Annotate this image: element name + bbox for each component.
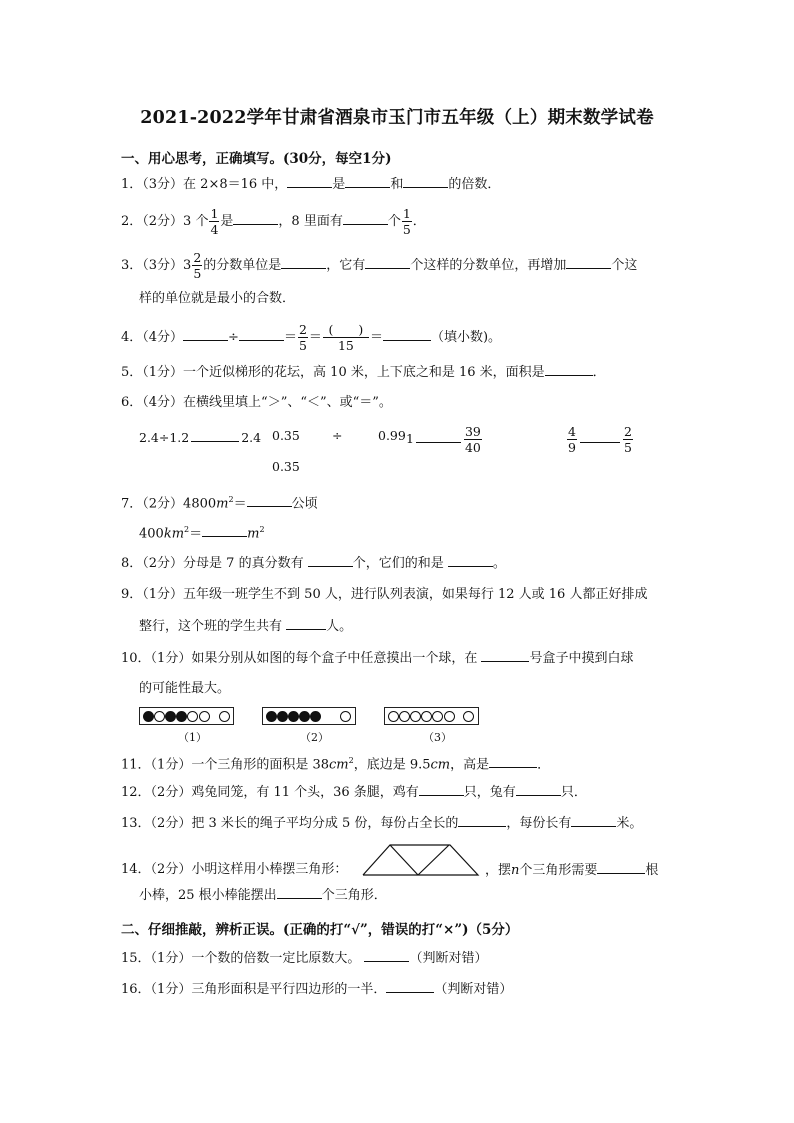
black-ball (277, 711, 288, 722)
question-4: 4．（4分） ÷ ＝ $\frac{2}{5}$ ＝ $\frac{( )}{15}$ ＝ （填小数)。 (121, 322, 502, 353)
compare-4 (566, 424, 634, 455)
outline-stick (363, 845, 478, 875)
question-3: 3．（3分）3 $\frac{2}{5}$ 的分数单位是 ，它有 个这样的分数单位，再增加 个这 (121, 250, 638, 281)
question-6: 6．（4分）在横线里填上“＞”、“＜”、或“＝”。 (121, 395, 392, 410)
question-9-line2: 整行，这个班的学生共有 人。 (139, 616, 352, 637)
white-ball (444, 711, 455, 722)
box-2-label: （2） (300, 731, 329, 744)
question-16: 16．（1分）三角形面积是平行四边形的一半． （判断对错） (121, 979, 512, 1000)
answer-blank[interactable] (458, 813, 506, 827)
question-8: 8．（2分）分母是 7 的真分数有 个，它们的和是 。 (121, 553, 506, 574)
compare-2-line2: 0.35 (272, 459, 300, 474)
black-ball (143, 711, 154, 722)
answer-blank[interactable] (281, 255, 326, 269)
answer-blank[interactable] (403, 174, 448, 188)
white-ball (187, 711, 198, 722)
question-10-line2: 的可能性最大。 (139, 681, 231, 696)
compare-2-div: ÷ (332, 428, 343, 443)
answer-blank[interactable] (233, 211, 278, 225)
compare-3: 1 $\frac{39}{40}$ (406, 424, 481, 455)
answer-blank[interactable] (202, 523, 247, 537)
stick (418, 845, 449, 875)
question-14-line2: 小棒，25 根小棒能摆出 个三角形． (139, 885, 387, 906)
fraction: $\frac{1}{5}$ (402, 206, 411, 237)
answer-blank[interactable] (516, 782, 561, 796)
answer-blank[interactable] (419, 782, 464, 796)
white-ball (399, 711, 410, 722)
answer-blank[interactable] (183, 327, 228, 341)
answer-blank[interactable] (571, 813, 616, 827)
white-ball (432, 711, 443, 722)
answer-blank[interactable] (489, 754, 537, 768)
stick (390, 845, 418, 875)
fraction: $\frac{2}{5}$ (193, 250, 202, 281)
answer-blank[interactable] (239, 327, 284, 341)
question-2: 2．（2分）3 个 $\frac{1}{4}$ 是 ，8 里面有 个 $\frac{1}{5}$ ． (121, 206, 426, 237)
compare-1: 2.4÷1.2 2.4 (139, 430, 262, 445)
ball-box-3 (384, 707, 479, 725)
answer-blank[interactable] (286, 616, 326, 630)
question-13: 13．（2分）把 3 米长的绳子平均分成 5 份，每份占全长的 ，每份长有 米。 (121, 813, 642, 834)
question-15: 15．（1分）一个数的倍数一定比原数大。 （判断对错） (121, 948, 487, 969)
answer-blank[interactable] (383, 327, 431, 341)
page-title: 2021-2022学年甘肃省酒泉市玉门市五年级（上）期末数学试卷 (140, 108, 654, 128)
answer-blank[interactable] (545, 362, 593, 376)
answer-blank[interactable] (308, 553, 353, 567)
white-ball (340, 711, 351, 722)
answer-blank[interactable] (566, 255, 611, 269)
answer-blank[interactable] (481, 648, 529, 662)
answer-blank[interactable] (247, 493, 292, 507)
compare-2-right: 0.99 (378, 428, 406, 443)
black-ball (266, 711, 277, 722)
answer-blank[interactable] (277, 885, 322, 899)
answer-blank[interactable] (365, 255, 410, 269)
section-1-heading: 一、用心思考，正确填写。(30分，每空1分) (121, 151, 392, 167)
answer-blank[interactable] (416, 429, 461, 443)
answer-blank[interactable] (343, 211, 388, 225)
question-7-line2: $400km^2= m^2$ (139, 525, 265, 542)
question-12: 12．（2分）鸡兔同笼，有 11 个头，36 条腿，鸡有 只，兔有 只． (121, 782, 587, 803)
answer-blank[interactable] (364, 948, 409, 962)
question-1: 1．（3分）在 2×8＝16 中， 是 和 的倍数． (121, 174, 500, 195)
answer-blank[interactable] (448, 553, 493, 567)
question-10: 10．（1分）如果分别从如图的每个盒子中任意摸出一个球，在 号盒子中摸到白球 (121, 648, 633, 669)
white-ball (219, 711, 230, 722)
answer-blank[interactable] (597, 860, 645, 874)
white-ball (154, 711, 165, 722)
stick-triangles-figure (360, 842, 482, 878)
question-11: 11．（1分）一个三角形的面积是 $38cm^2$，底边是 9.5cm，高是 ． (121, 756, 551, 773)
white-ball (421, 711, 432, 722)
answer-blank[interactable] (191, 428, 239, 442)
box-3-label: （3） (423, 731, 452, 744)
answer-blank[interactable] (580, 429, 620, 443)
white-ball (388, 711, 399, 722)
fraction: $\frac{1}{4}$ (210, 206, 219, 237)
fraction: $\frac{4}{9}$ (568, 424, 576, 455)
white-ball (410, 711, 421, 722)
black-ball (310, 711, 321, 722)
box-1-label: （1） (178, 731, 207, 744)
compare-2-left: 0.35 (272, 428, 300, 443)
black-ball (299, 711, 310, 722)
answer-blank[interactable] (287, 174, 332, 188)
question-3-line2: 样的单位就是最小的合数． (139, 291, 296, 306)
question-14: 14．（2分）小明这样用小棒摆三角形： (121, 862, 348, 877)
white-ball (199, 711, 210, 722)
question-14-cont: ，摆n个三角形需要 根 (485, 860, 658, 881)
section-2-heading: 二、仔细推敲，辨析正误。(正确的打“√”，错误的打“×”)（5分） (121, 922, 519, 938)
fraction-blank[interactable]: $\frac{( )}{15}$ (323, 322, 369, 353)
answer-blank[interactable] (345, 174, 390, 188)
question-7: 7．（2分）$4800m^2=$ 公顷 (121, 495, 318, 512)
ball-box-2 (262, 707, 356, 725)
fraction: $\frac{39}{40}$ (464, 424, 481, 455)
black-ball (176, 711, 187, 722)
fraction: $\frac{2}{5}$ (623, 424, 632, 455)
answer-blank[interactable] (386, 979, 434, 993)
ball-box-1 (139, 707, 234, 725)
black-ball (165, 711, 176, 722)
white-ball (463, 711, 474, 722)
question-5: 5．（1分）一个近似梯形的花坛，高 10 米，上下底之和是 16 米，面积是 ． (121, 362, 606, 383)
fraction: $\frac{2}{5}$ (298, 322, 307, 353)
question-9: 9．（1分）五年级一班学生不到 50 人，进行队列表演，如果每行 12 人或 16 人都正好排成 (121, 587, 648, 602)
black-ball (288, 711, 299, 722)
